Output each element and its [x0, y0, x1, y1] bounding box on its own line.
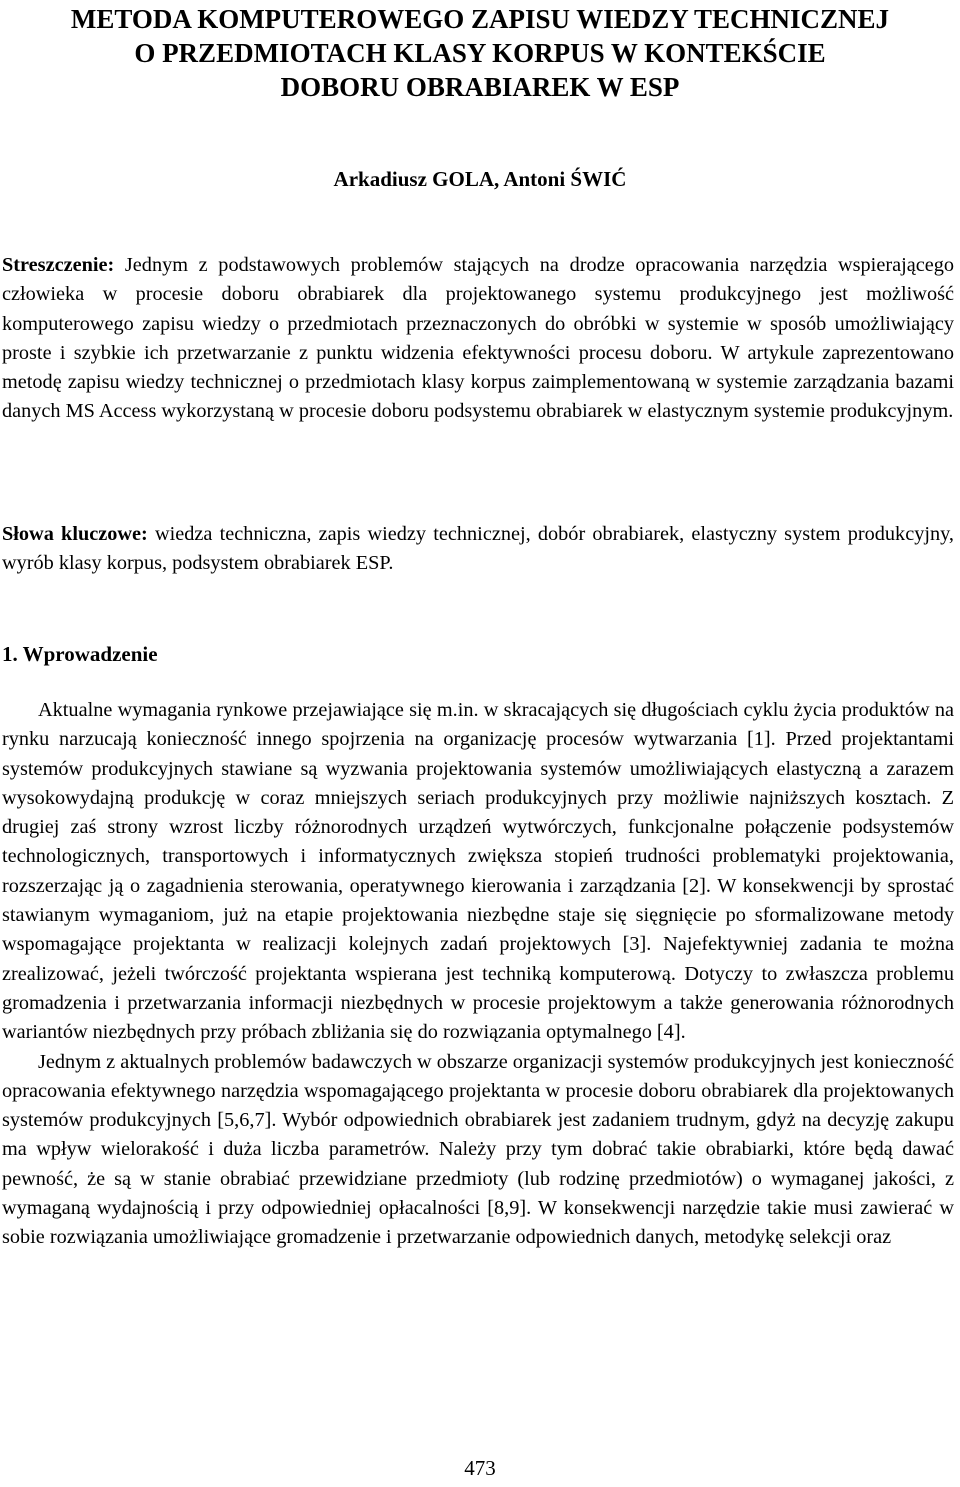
body-paragraph-1: Aktualne wymagania rynkowe przejawiające się m.in. w skracających się długościach cyklu życia produktów na rynku narzucają konieczność innego spojrzenia na organizację procesów wytwarzania [1]. Przed projektantami systemów produkcyjnych stawiane są wyzwania projektowania systemów umożliwiających elastyczną a zarazem wysokowydajną produkcję w coraz mniejszych seriach produkcyjnych przy możliwie najniższych kosztach. Z drugiej zaś strony wzrost liczby różnorodnych urządzeń wytwórczych, funkcjonalne połączenie podsystemów technologicznych, transportowych i informatycznych zwiększa stopień trudności problematyki projektowania, rozszerzając ją o zagadnienia sterowania, operatywnego kierowania i zarządzania [2]. W konsekwencji by sprostać stawianym wymaganiom, już na etapie projektowania niezbędne staje się sięgnięcie po sformalizowane metody wspomagające projektanta w realizacji kolejnych zadań projektowych [3]. Najefektywniej zadania te można zrealizować, jeżeli twórczość projektanta wspierana jest techniką komputerową. Dotyczy to zwłaszcza problemu gromadzenia i przetwarzania informacji niezbędnych w procesie projektowym a także generowania różnorodnych wariantów niezbędnych przy próbach zbliżania się do rozwiązania optymalnego [4].: [2, 699, 954, 1044]
paper-title: [0, 2, 960, 104]
keywords-text: wiedza techniczna, zapis wiedzy technicznej, dobór obrabiarek, elastyczny system produkcyjny, wyrób klasy korpus, podsystem obrabiarek ESP.: [2, 523, 954, 575]
keywords: [2, 520, 954, 579]
body-paragraph-2: Jednym z aktualnych problemów badawczych w obszarze organizacji systemów produkcyjnych jest konieczność opracowania efektywnego narzędzia wspomagającego projektanta w procesie doboru obrabiarek dla projektowanych systemów produkcyjnych [5,6,7]. Wybór odpowiednich obrabiarek jest zadaniem trudnym, gdyż na decyzję zakupu ma wpływ wielorakość i duża liczba parametrów. Należy przy tym dobrać takie obrabiarki, które będą dawać pewność, że są w stanie obrabiać przewidziane przedmioty (lub rodzinę przedmiotów) o wymaganej jakości, z wymaganą wydajnością i przy odpowiedniej opłacalności [8,9]. W konsekwencji narzędzie takie musi zawierać w sobie rozwiązania umożliwiające gromadzenie i przetwarzanie odpowiednich danych, metodykę selekcji oraz: [2, 1050, 954, 1249]
paper-authors: Arkadiusz GOLA, Antoni ŚWIĆ: [333, 167, 627, 191]
title-line-3: DOBORU OBRABIAREK W ESP: [280, 72, 680, 102]
abstract-text: Jednym z podstawowych problemów stających na drodze opracowania narzędzia wspierającego człowieka w procesie doboru obrabiarek dla projektowanego systemu produkcyjnego jest możliwość komputerowego zapisu wiedzy o przedmiotach przeznaczonych do obróbki w systemie w sposób umożliwiający proste i szybkie ich przetwarzanie z punktu widzenia efektywności procesu doboru. W artykule zaprezentowano metodę zapisu wiedzy technicznej o przedmiotach klasy korpus zaimplementowaną w systemie zarządzania bazami danych MS Access wykorzystaną w procesie doboru podsystemu obrabiarek w elastycznym systemie produkcyjnym.: [2, 254, 954, 423]
abstract-label: Streszczenie:: [2, 254, 115, 276]
title-line-1: METODA KOMPUTEROWEGO ZAPISU WIEDZY TECHNICZNEJ: [70, 4, 890, 34]
keywords-label: Słowa kluczowe:: [2, 523, 148, 545]
title-line-2: O PRZEDMIOTACH KLASY KORPUS W KONTEKŚCIE: [134, 38, 826, 68]
abstract: [2, 251, 954, 427]
page-number: 473: [464, 1456, 496, 1480]
section-body: [2, 696, 954, 1253]
section-heading: 1. Wprowadzenie: [2, 642, 158, 666]
